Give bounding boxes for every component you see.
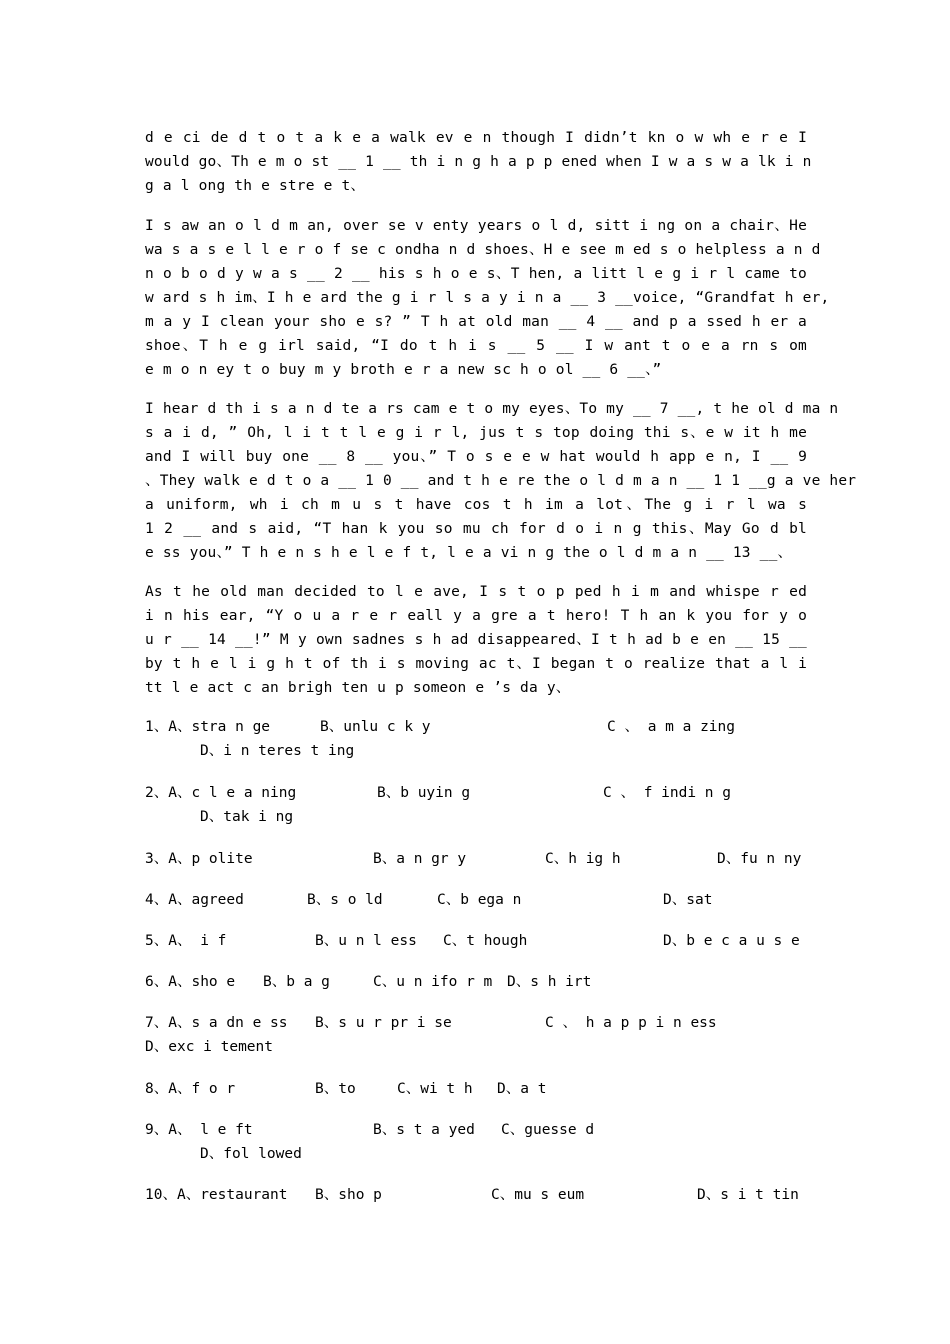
option-b: B、s t a yed <box>373 1122 475 1138</box>
question-8-options <box>145 1077 807 1101</box>
option-c: C、mu s eum <box>491 1187 585 1203</box>
option-d: D、fu n ny <box>717 851 802 867</box>
option-a: 9、A、 l e ft <box>145 1122 253 1138</box>
text-line: s a i d, ” Oh, l i t t l e g i r l, jus t s top doing thi s、e w it h me <box>145 425 807 441</box>
text-line: n o b o d y w a s __ 2 __ his s h o e s、T hen, a litt l e g i r l came to <box>145 266 807 282</box>
option-a: 10、A、restaurant <box>145 1187 288 1203</box>
option-b: B、b uyin g <box>377 785 471 801</box>
option-d: D、s h irt <box>507 974 592 990</box>
option-a: 5、A、 i f <box>145 933 227 949</box>
option-d: D、sat <box>663 892 713 908</box>
option-d: D、b e c a u s e <box>663 933 800 949</box>
option-c: C、u n ifo r m <box>373 974 493 990</box>
text-line: w ard s h im、I h e ard the g i r l s a y i n a __ 3 __voice, “Grandfat h er, <box>145 290 830 306</box>
option-b: B、b a g <box>263 974 330 990</box>
text-line: I s aw an o l d m an, over se v enty years o l d, sitt i ng on a chair、He <box>145 218 807 234</box>
text-line: I hear d th i s a n d te a rs cam e t o my eyes、To my __ 7 __, t he ol d ma n <box>145 401 839 417</box>
passage-paragraph-4 <box>145 580 807 700</box>
option-a: 1、A、stra n ge <box>145 719 271 735</box>
text-line: a uniform, wh i ch m u s t have cos t h im a lot、The g i r l wa s <box>145 497 807 513</box>
question-3-options <box>145 847 807 871</box>
text-line: 、They walk e d t o a __ 1 0 __ and t h e re the o l d m a n __ 1 1 __g a ve her <box>145 473 857 489</box>
option-a: 8、A、f o r <box>145 1081 236 1097</box>
option-d: D、a t <box>497 1081 547 1097</box>
text-line: by t h e l i g h t of th i s moving ac t、I began t o realize that a l i <box>145 656 807 672</box>
option-a: 2、A、c l e a ning <box>145 785 297 801</box>
option-b: B、a n gr y <box>373 851 467 867</box>
option-c: C、t hough <box>443 933 528 949</box>
question-9-options <box>145 1118 807 1166</box>
option-b: B、unlu c k y <box>320 719 431 735</box>
question-5-options <box>145 929 807 953</box>
option-c: C 、 f indi n g <box>603 785 731 801</box>
option-b: B、to <box>315 1081 356 1097</box>
option-c: C、h ig h <box>545 851 621 867</box>
text-line: e ss you、” T h e n s h e l e f t, l e a vi n g the o l d m a n __ 13 __、 <box>145 545 793 561</box>
text-line: i n his ear, “Y o u a r e r eall y a gre a t hero! T h an k you for y o <box>145 608 807 624</box>
text-line: As t he old man decided to l e ave, I s t o p ped h i m and whispe r ed <box>145 584 807 600</box>
option-b: B、u n l ess <box>315 933 417 949</box>
option-d: D、fol lowed <box>200 1146 302 1162</box>
text-line: g a l ong th e stre e t、 <box>145 178 366 194</box>
text-line: d e ci de d t o t a k e a walk ev e n though I didn’t kn o w wh e r e I <box>145 130 807 146</box>
option-b: B、sho p <box>315 1187 382 1203</box>
question-1-options <box>145 715 807 763</box>
question-6-options <box>145 970 807 994</box>
passage-paragraph-2 <box>145 214 830 382</box>
question-10-options <box>145 1183 807 1207</box>
text-line: 1 2 __ and s aid, “T han k you so mu ch for d o i n g this、May Go d bl <box>145 521 807 537</box>
option-a: 6、A、sho e <box>145 974 236 990</box>
text-line: would go、Th e m o st __ 1 __ th i n g h a p p ened when I w a s w a lk i n <box>145 154 812 170</box>
text-line: and I will buy one __ 8 __ you、” T o s e e w hat would h app e n, I __ 9 <box>145 449 807 465</box>
option-c: C、b ega n <box>437 892 522 908</box>
question-4-options <box>145 888 807 912</box>
option-c: C 、 a m a zing <box>607 719 735 735</box>
option-b: B、s u r pr i se <box>315 1015 452 1031</box>
text-line: tt l e act c an brigh ten u p someon e ’s da y、 <box>145 680 571 696</box>
passage-paragraph-3 <box>145 397 857 565</box>
option-a: 3、A、p olite <box>145 851 253 867</box>
text-line: u r __ 14 __!” M y own sadnes s h ad disappeared、I t h ad b e en __ 15 __ <box>145 632 807 648</box>
passage-paragraph-1 <box>145 126 812 198</box>
question-7-options <box>145 1011 807 1059</box>
text-line: wa s a s e l l e r o f se c ondha n d shoes、H e see m ed s o helpless a n d <box>145 242 821 258</box>
text-line: e m o n ey t o buy m y broth e r a new sc h o ol __ 6 __、” <box>145 362 662 378</box>
option-c: C、guesse d <box>501 1122 595 1138</box>
option-d: D、tak i ng <box>200 809 294 825</box>
question-2-options <box>145 781 807 829</box>
option-a: 4、A、agreed <box>145 892 244 908</box>
option-c: C 、 h a p p i n ess <box>545 1015 717 1031</box>
option-b: B、s o ld <box>307 892 383 908</box>
option-d: D、exc i tement <box>145 1039 273 1055</box>
option-c: C、wi t h <box>397 1081 473 1097</box>
option-d: D、i n teres t ing <box>200 743 355 759</box>
option-d: D、s i t tin <box>697 1187 799 1203</box>
text-line: m a y I clean your sho e s? ” T h at old man __ 4 __ and p a ssed h er a <box>145 314 807 330</box>
text-line: shoe、T h e g irl said, “I do t h i s __ 5 __ I w ant t o e a rn s om <box>145 338 807 354</box>
option-a: 7、A、s a dn e ss <box>145 1015 288 1031</box>
